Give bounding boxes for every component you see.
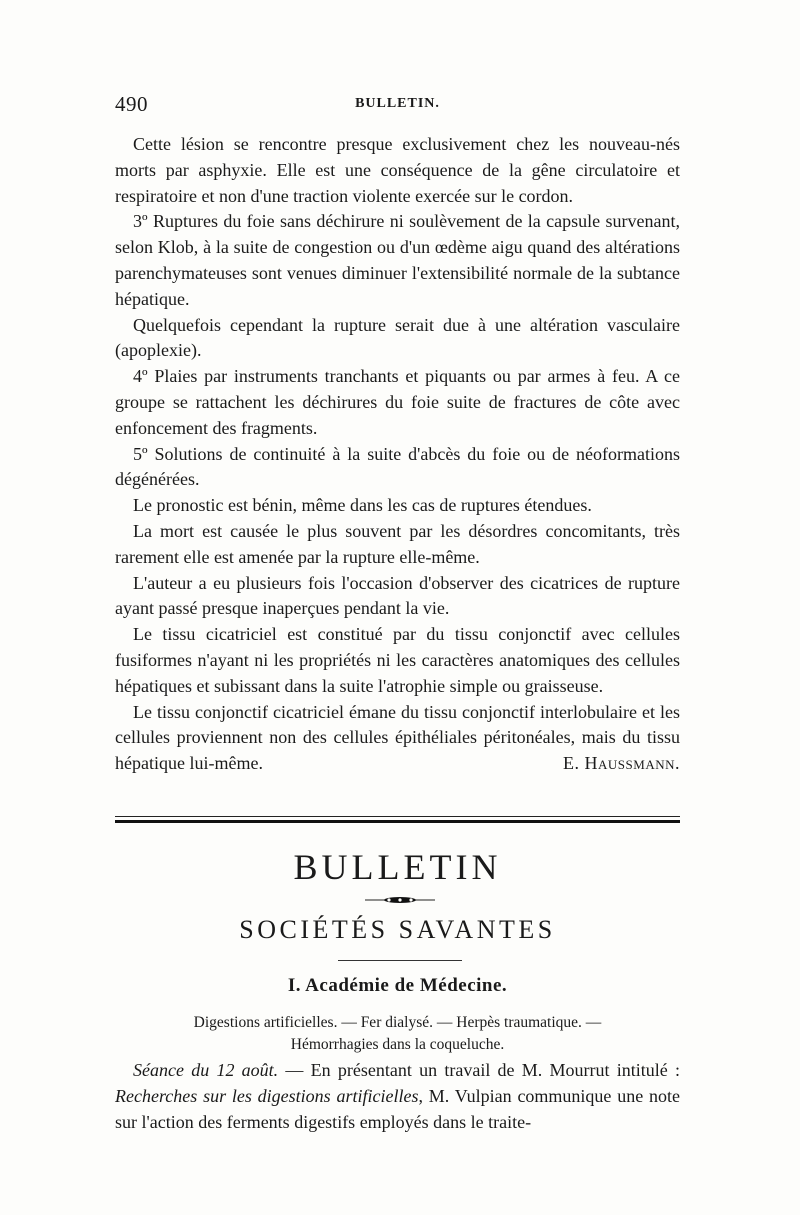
paragraph: 3º Ruptures du foie sans déchirure ni soulèvement de la capsule survenant, selon Klob, à la suite de congestion ou d'un œdème aigu quand des altérations parenchymateuses sont venues diminuer l'extensibilité normale de la subtance hépatique. (115, 211, 680, 309)
paragraph: La mort est causée le plus souvent par les désordres concomitants, très rarement elle est amenée par la rupture elle-même. (115, 520, 680, 567)
divider-thin-rule (115, 816, 680, 817)
article-body (115, 132, 680, 777)
session-paragraph (115, 1058, 680, 1135)
last-paragraph (115, 700, 680, 777)
session-abstract (135, 1012, 660, 1056)
divider-thick-rule (115, 820, 680, 823)
section-divider (115, 816, 680, 823)
session-text: — En présentant un travail de M. Mourrut intitulé : (278, 1060, 680, 1080)
running-head: BULLETIN. (355, 96, 440, 111)
section-heading: SOCIÉTÉS SAVANTES (239, 915, 556, 944)
paragraph: L'auteur a eu plusieurs fois l'occasion d'observer des cicatrices de rupture ayant passé presque inaperçues pendant la vie. (115, 572, 680, 619)
session-date: Séance du 12 août. (133, 1060, 279, 1080)
paragraph: 4º Plaies par instruments tranchants et piquants ou par armes à feu. A ce groupe se rattachent les déchirures du foie suite de fractures de côte avec enfoncement des fragments. (115, 366, 680, 438)
ornament-icon (365, 896, 435, 904)
society-subheading: I. Académie de Médecine. (287, 975, 508, 996)
session-text-continued: , M. Vulpian communique une note sur l'action des ferments digestifs employés dans le traite- (115, 1085, 680, 1132)
paragraph: Le tissu cicatriciel est constitué par du tissu conjonctif avec cellules fusiformes n'ayant ni les propriétés ni les caractères anatomiques des cellules hépatiques et subissant dans la suite l'atrophie simple ou graisseuse. (115, 624, 680, 696)
paragraph: Cette lésion se rencontre presque exclusivement chez les nouveau-nés morts par asphyxie. Elle est une conséquence de la gêne circulatoire et respiratoire et non d'une traction violente exercée sur le cordon. (115, 134, 680, 206)
work-title: Recherches sur les digestions artificielles (115, 1085, 419, 1106)
page-number: 490 (115, 92, 148, 116)
last-paragraph-text: Le tissu conjonctif cicatriciel émane du tissu conjonctif interlobulaire et les cellules proviennent non des cellules épithéliales péritonéales, mais du tissu hépatique lui-même. (115, 701, 680, 774)
session-report (115, 1058, 680, 1135)
author-signature: E. Haussmann. (563, 753, 680, 774)
bulletin-title: BULLETIN (293, 847, 502, 887)
paragraph: Quelquefois cependant la rupture serait due à une altération vasculaire (apoplexie). (115, 314, 680, 361)
heading-rule (338, 960, 462, 961)
abstract-line: Hémorrhagies dans la coqueluche. (290, 1036, 505, 1053)
paragraph: Le pronostic est bénin, même dans les cas de ruptures étendues. (133, 495, 592, 516)
abstract-line: Digestions artificielles. — Fer dialysé. — Herpès traumatique. — (193, 1014, 602, 1031)
paragraph: 5º Solutions de continuité à la suite d'abcès du foie ou de néoformations dégénérées. (115, 443, 680, 490)
page-header (115, 92, 680, 122)
